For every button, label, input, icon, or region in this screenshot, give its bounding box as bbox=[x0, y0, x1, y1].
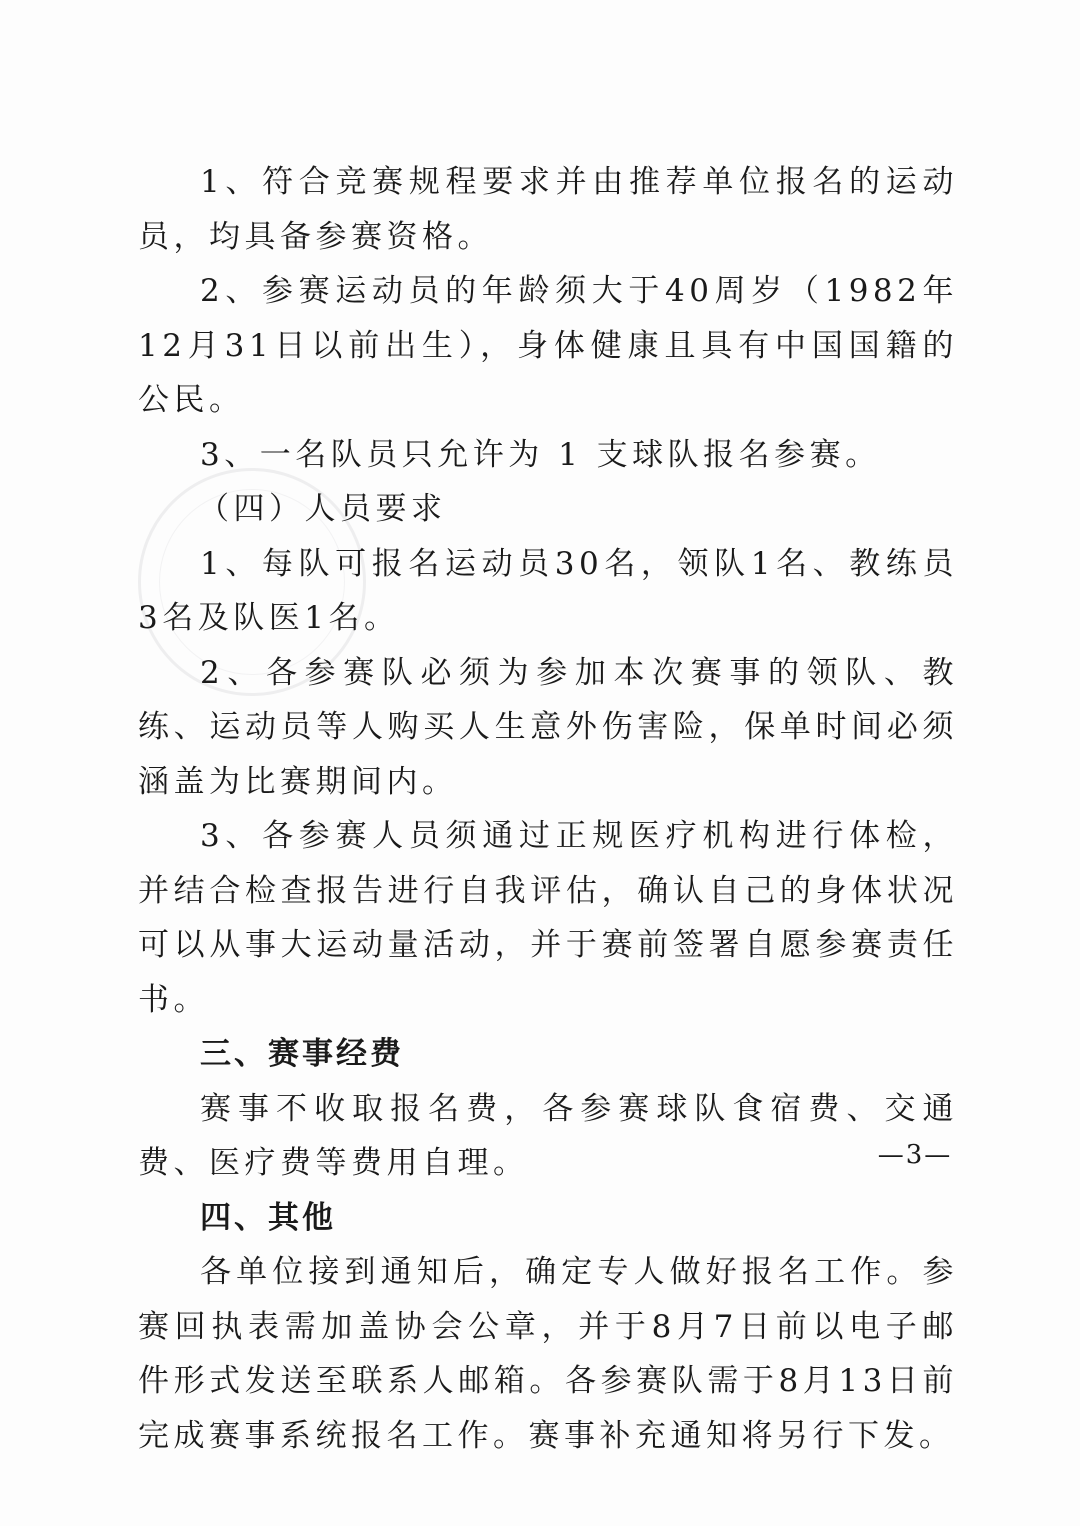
paragraph-personnel-1: 1、每队可报名运动员30名，领队1名、教练员3名及队医1名。 bbox=[138, 545, 958, 636]
section-heading-personnel: （四）人员要求 bbox=[198, 491, 447, 527]
page-number: —3— bbox=[877, 1140, 953, 1170]
section-heading-funding: 三、赛事经费 bbox=[200, 1036, 404, 1072]
paragraph-other: 各单位接到通知后，确定专人做好报名工作。参赛回执表需加盖协会公章，并于8月7日前以电子邮件形式发送至联系人邮箱。各参赛队需于8月13日前完成赛事系统报名工作。赛事补充通知将另行下发。 bbox=[138, 1254, 958, 1454]
paragraph-eligibility-1: 1、符合竞赛规程要求并由推荐单位报名的运动员，均具备参赛资格。 bbox=[138, 164, 958, 255]
section-heading-other: 四、其他 bbox=[200, 1199, 336, 1236]
paragraph-eligibility-3: 3、一名队员只允许为 1 支球队报名参赛。 bbox=[200, 436, 881, 473]
paragraph-personnel-2: 2、各参赛队必须为参加本次赛事的领队、教练、运动员等人购买人生意外伤害险，保单时间必须涵盖为比赛期间内。 bbox=[138, 654, 958, 800]
paragraph-funding: 赛事不收取报名费，各参赛球队食宿费、交通费、医疗费等费用自理。 bbox=[138, 1090, 958, 1181]
paragraph-eligibility-2: 2、参赛运动员的年龄须大于40周岁（1982年12月31日以前出生），身体健康且具有中国国籍的公民。 bbox=[138, 273, 958, 418]
document-body bbox=[138, 155, 958, 1463]
paragraph-personnel-3: 3、各参赛人员须通过正规医疗机构进行体检，并结合检查报告进行自我评估，确认自己的身体状况可以从事大运动量活动，并于赛前签署自愿参赛责任书。 bbox=[138, 818, 958, 1018]
